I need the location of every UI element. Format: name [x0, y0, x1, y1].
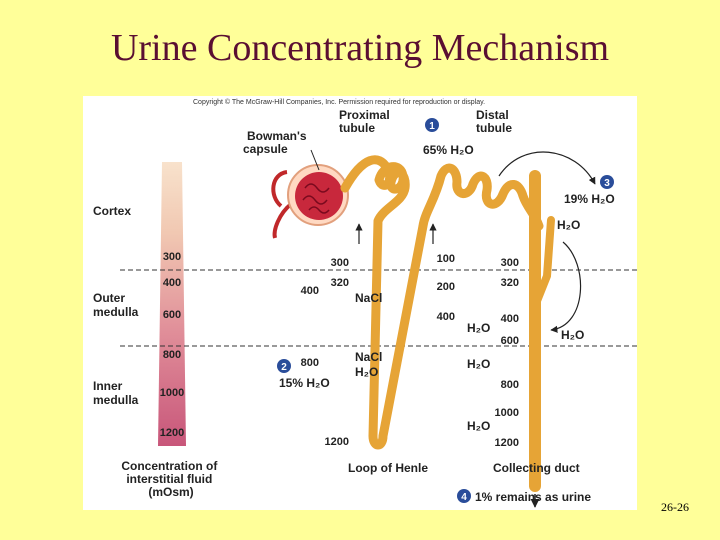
interstitial-gradient-bar	[158, 162, 186, 446]
slide-number: 26-26	[661, 500, 689, 514]
copyright-note: Copyright © The McGraw-Hill Companies, Inc. Permission required for reproduction or display.	[193, 99, 486, 106]
descending-value: 400	[300, 285, 319, 297]
zone-cortex: Cortex	[93, 204, 132, 218]
slide-title: Urine Concentrating Mechanism	[110, 27, 610, 69]
descending-water: H₂O	[355, 365, 379, 379]
collecting-water-top: H₂O	[557, 218, 581, 232]
zone-outer-medulla: Outer medulla	[93, 291, 139, 319]
ascending-value: 200	[436, 281, 455, 293]
gradient-value: 1200	[159, 427, 185, 439]
distal-water-arrow	[499, 152, 595, 184]
step-text: 1% remains as urine	[475, 490, 592, 504]
descending-value: 800	[300, 357, 319, 369]
ascending-value: 100	[436, 253, 455, 265]
collecting-water: H₂O	[467, 321, 491, 335]
proximal-tubule-label: Proximal tubule	[339, 108, 390, 135]
collecting-value: 1000	[494, 407, 519, 419]
descending-value: 300	[330, 257, 349, 269]
zone-inner-medulla: Inner medulla	[93, 379, 139, 407]
collecting-value: 800	[500, 379, 519, 391]
gradient-value: 400	[162, 277, 182, 289]
kidney-diagram	[83, 96, 637, 510]
descending-value: 320	[330, 277, 349, 289]
step-text: 19% H₂O	[564, 192, 615, 206]
collecting-value: 400	[500, 313, 519, 325]
descending-value: 1200	[324, 436, 349, 448]
loop-of-henle-label: Loop of Henle	[348, 461, 428, 475]
descending-salt: NaCl	[355, 291, 383, 305]
water-return-arrow	[551, 242, 581, 330]
step-number: 1	[429, 121, 435, 132]
step-number: 2	[281, 362, 287, 373]
collecting-water: H₂O	[467, 419, 491, 433]
figure	[83, 96, 637, 510]
collecting-duct-label: Collecting duct	[493, 461, 580, 475]
step-number: 4	[461, 492, 467, 503]
bowmans-capsule-label: Bowman's capsule	[243, 129, 307, 156]
collecting-value: 600	[500, 335, 519, 347]
collecting-value: 300	[500, 257, 519, 269]
collecting-water-return: H₂O	[561, 328, 585, 342]
gradient-caption: Concentration of interstitial fluid (mOsm)	[121, 459, 218, 499]
gradient-value: 600	[162, 309, 182, 321]
step-number: 3	[604, 178, 610, 189]
gradient-value: 300	[162, 251, 182, 263]
collecting-water: H₂O	[467, 357, 491, 371]
collecting-value: 320	[500, 277, 519, 289]
step-text: 15% H₂O	[279, 376, 330, 390]
ascending-value: 400	[436, 311, 455, 323]
gradient-value: 1000	[159, 387, 185, 399]
step-text: 65% H₂O	[423, 143, 474, 157]
distal-tubule-label: Distal tubule	[476, 108, 512, 135]
gradient-value: 800	[162, 349, 182, 361]
descending-salt: NaCl	[355, 350, 383, 364]
collecting-value: 1200	[494, 437, 519, 449]
glomerulus	[273, 165, 348, 238]
